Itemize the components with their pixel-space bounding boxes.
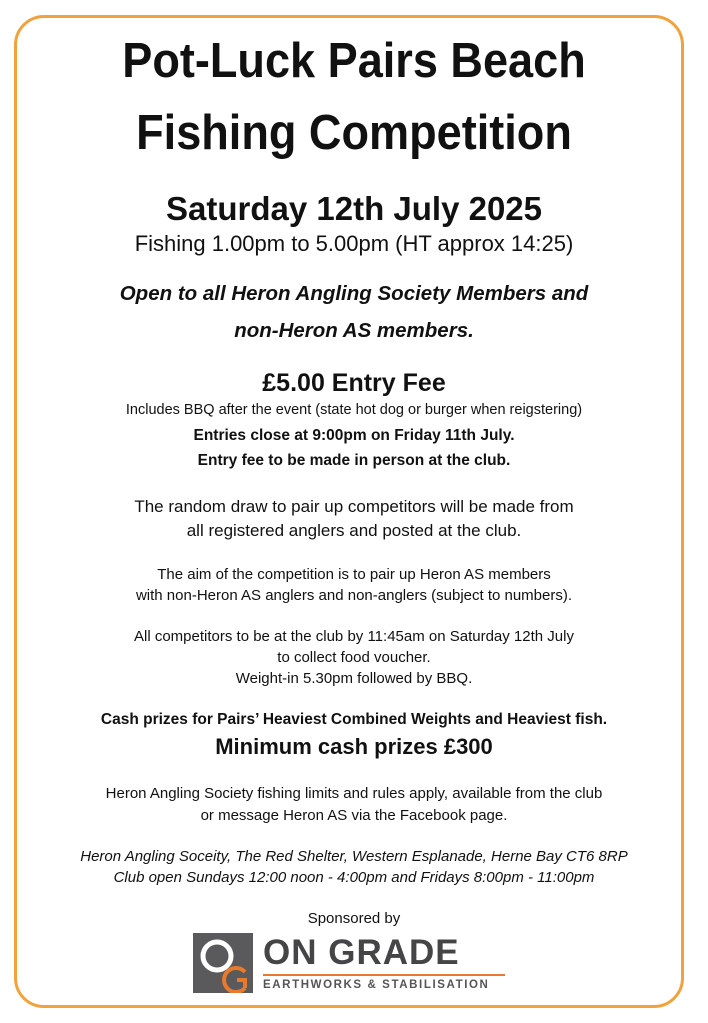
eligibility-line-1: Open to all Heron Angling Society Members and <box>119 282 589 305</box>
sponsor-logo <box>193 933 513 995</box>
arrival-line-2: to collect food voucher. <box>277 649 431 666</box>
bbq-note: Includes BBQ after the event (state hot dog or burger when reigstering) <box>125 402 583 418</box>
minimum-prizes: Minimum cash prizes £300 <box>215 734 493 759</box>
event-date: Saturday 12th July 2025 <box>165 190 543 227</box>
on-grade-mark-icon <box>193 933 253 993</box>
title-line-1: Pot-Luck Pairs Beach <box>122 34 586 88</box>
cash-prizes: Cash prizes for Pairs’ Heaviest Combined Weights and Heaviest fish. <box>100 711 608 728</box>
draw-line-2: all registered anglers and posted at the club. <box>186 521 522 540</box>
fishing-hours: Fishing 1.00pm to 5.00pm (HT approx 14:25) <box>134 231 574 256</box>
title-line-2: Fishing Competition <box>136 106 572 160</box>
arrival-line-1: All competitors to be at the club by 11:45am on Saturday 12th July <box>134 628 574 645</box>
aim-line-1: The aim of the competition is to pair up Heron AS members <box>157 566 551 583</box>
club-hours: Club open Sundays 12:00 noon - 4:00pm and Fridays 8:00pm - 11:00pm <box>113 869 595 886</box>
draw-line-1: The random draw to pair up competitors will be made from <box>134 497 574 516</box>
rules-line-1: Heron Angling Society fishing limits and rules apply, available from the club <box>105 785 603 802</box>
sponsor-tagline: EARTHWORKS & STABILISATION <box>263 979 490 991</box>
weigh-in-line: Weight-in 5.30pm followed by BBQ. <box>235 670 473 687</box>
rules-line-2: or message Heron AS via the Facebook page. <box>200 807 508 824</box>
aim-line-2: with non-Heron AS anglers and non-anglers (subject to numbers). <box>135 587 573 604</box>
sponsored-by: Sponsored by <box>307 910 401 927</box>
sponsor-name: ON GRADE <box>263 933 460 972</box>
entry-fee: £5.00 Entry Fee <box>262 369 446 397</box>
club-address: Heron Angling Soceity, The Red Shelter, Western Esplanade, Herne Bay CT6 8RP <box>80 848 628 865</box>
entries-close: Entries close at 9:00pm on Friday 11th July. <box>193 427 515 444</box>
sponsor-divider <box>263 974 505 976</box>
eligibility-line-2: non-Heron AS members. <box>234 319 474 342</box>
entry-in-person: Entry fee to be made in person at the club. <box>197 452 511 469</box>
